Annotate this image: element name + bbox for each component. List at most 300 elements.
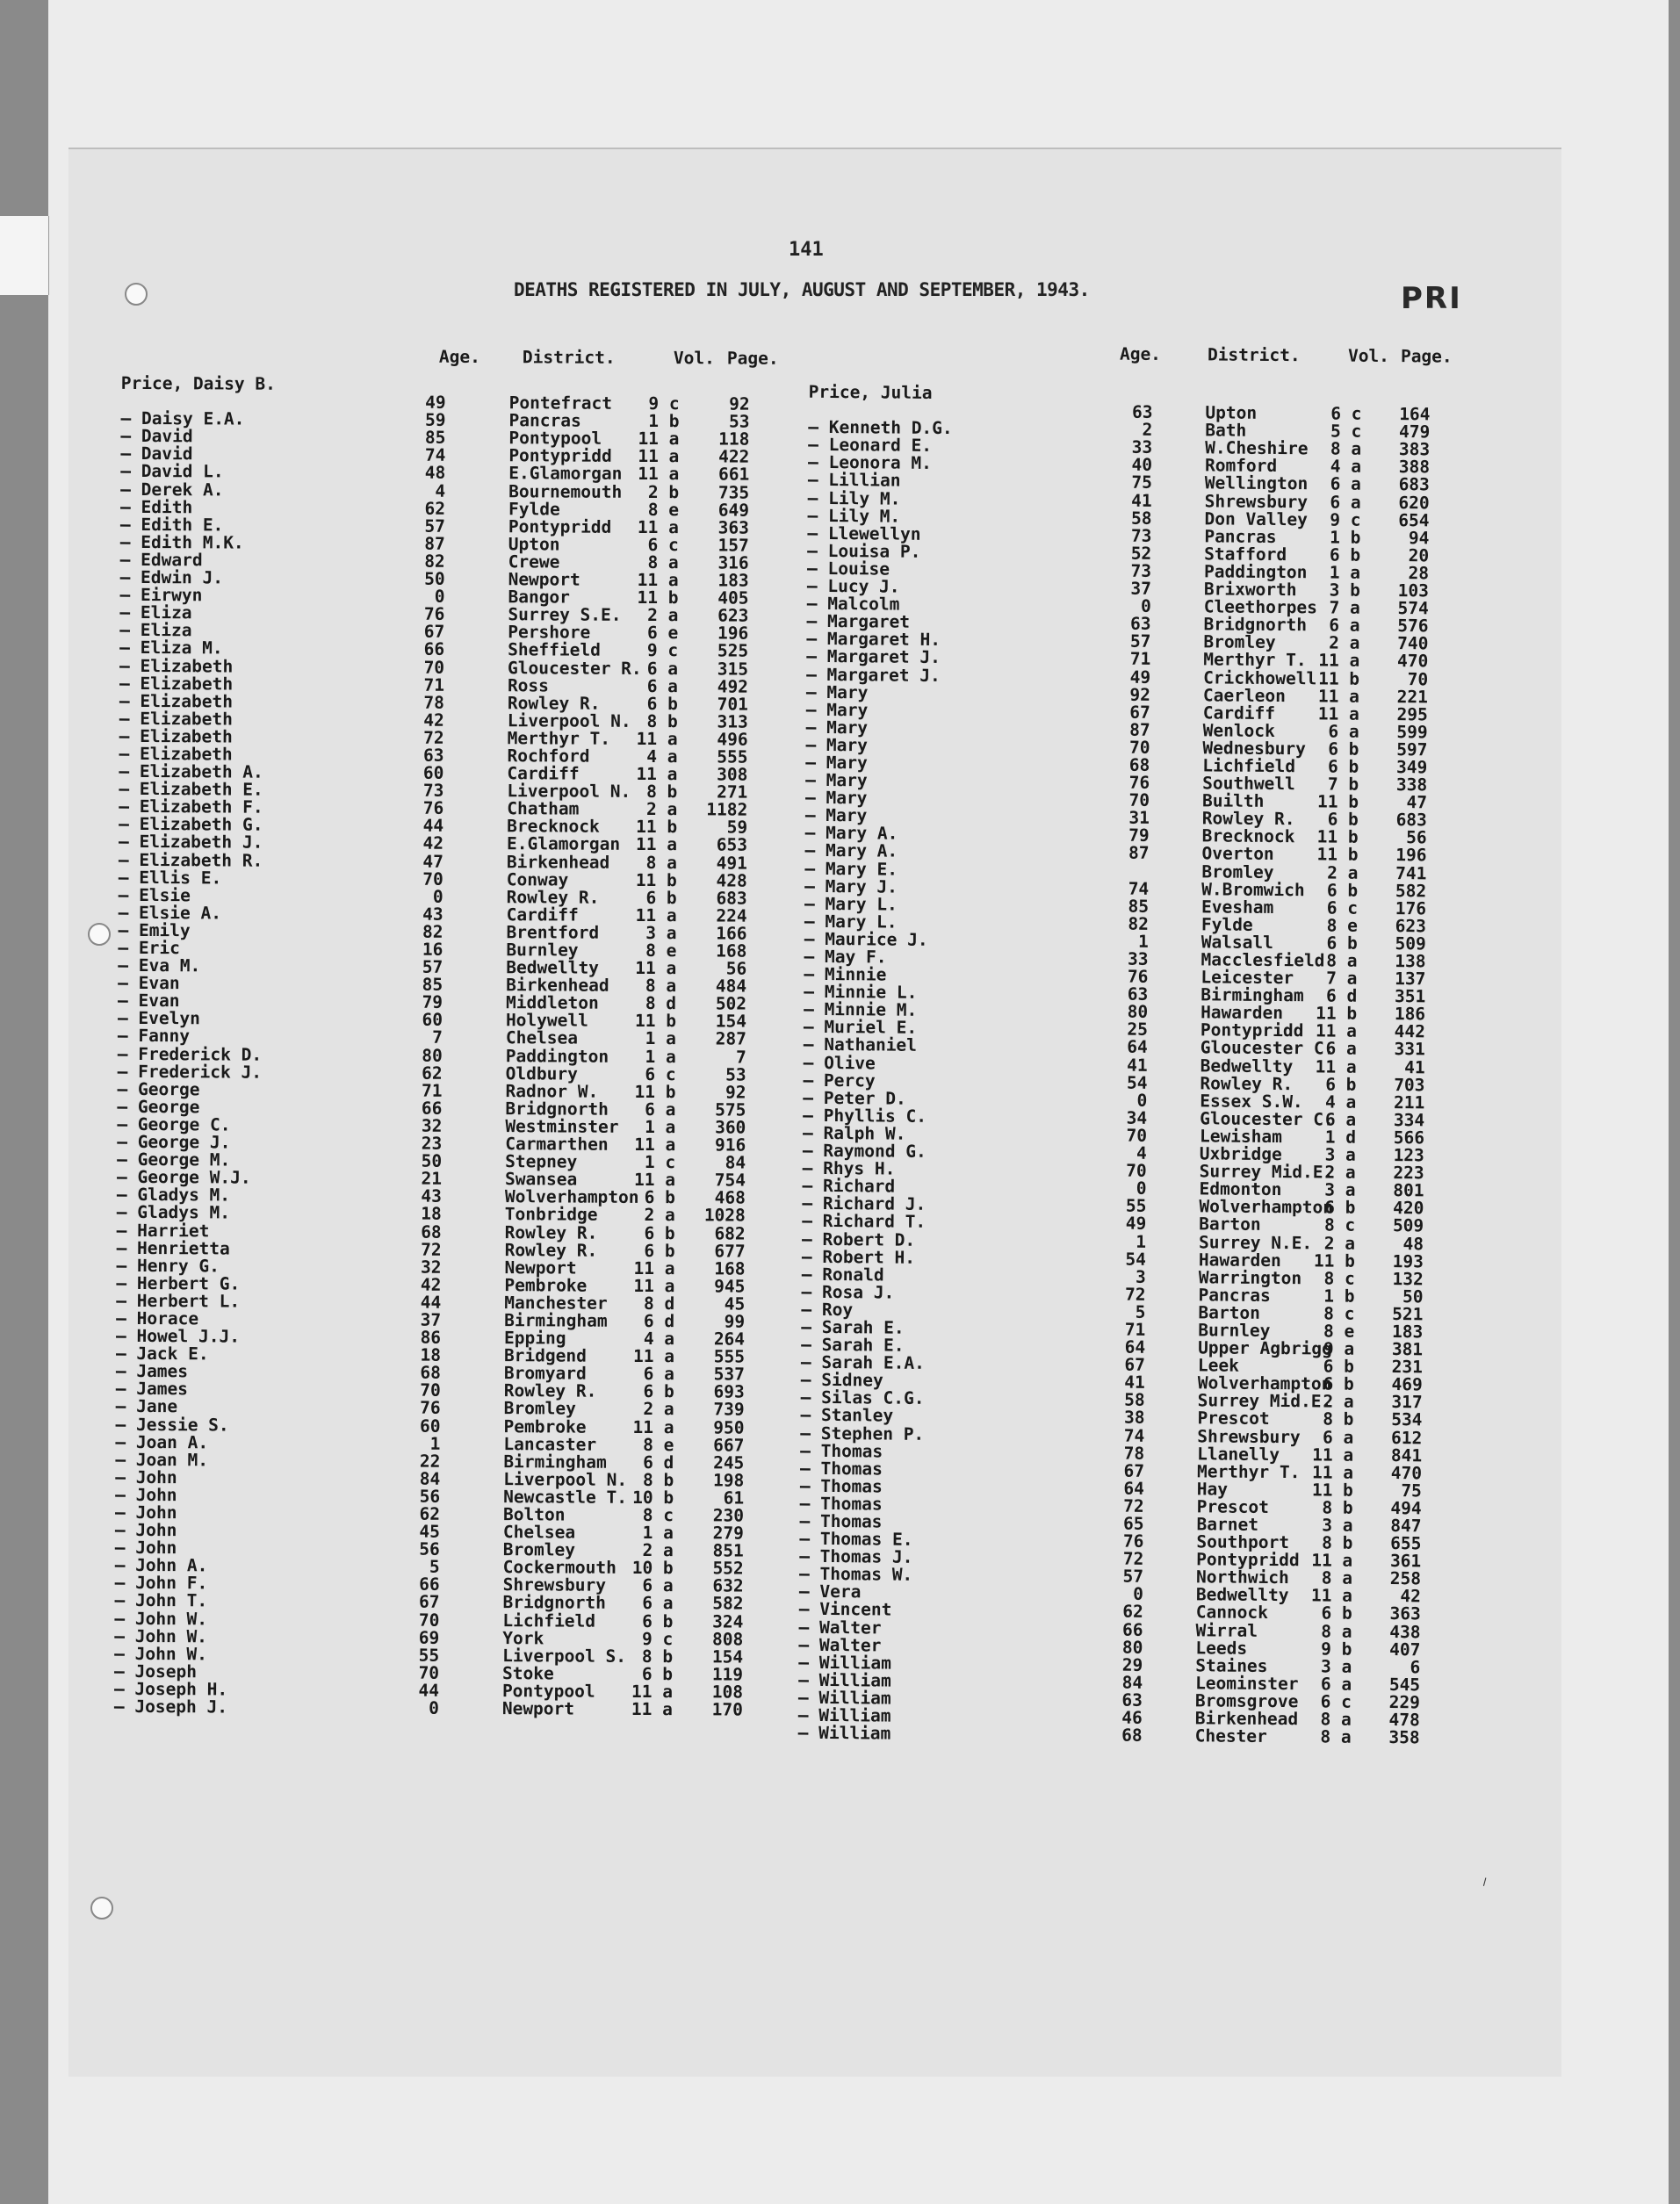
entry-age: 76 [420, 1398, 441, 1419]
header-vol: Vol. [673, 348, 715, 369]
entry-volume: 6 c [647, 534, 679, 556]
entry-page: 620 [1398, 492, 1430, 513]
entry-name: — Leonora M. [807, 452, 933, 474]
entry-volume: 6 c [645, 1063, 676, 1084]
header-page: Page. [1400, 346, 1453, 367]
entry-age: 64 [1127, 1037, 1148, 1058]
entry-name: — Derek A. [120, 479, 224, 501]
entry-volume: 11 b [1313, 1250, 1355, 1271]
entry-district: Builth [1201, 790, 1265, 812]
entry-name: — Horace [116, 1307, 199, 1329]
entry-age: 79 [422, 991, 443, 1013]
entry-page: 470 [1390, 1462, 1423, 1484]
entry-page: 632 [712, 1575, 744, 1596]
entry-name: — Margaret J. [806, 646, 941, 668]
entry-volume: 8 e [1323, 1321, 1355, 1342]
entry-volume: 8 a [1320, 1726, 1352, 1747]
entry-district: Cardiff [1202, 702, 1276, 724]
entry-volume: 9 b [1321, 1639, 1352, 1660]
entry-page: 525 [717, 640, 749, 662]
entry-page: 166 [716, 923, 747, 944]
entry-name: — Henrietta [116, 1237, 230, 1259]
entry-name: — Elizabeth [119, 673, 234, 695]
entry-district: Bedwellty [1195, 1584, 1289, 1606]
entry-volume: 8 c [642, 1505, 674, 1526]
entry-volume: 4 a [643, 1329, 675, 1350]
entry-age: 42 [420, 1274, 442, 1295]
entry-volume: 11 b [1316, 844, 1359, 866]
entry-name: — Mary E. [804, 858, 898, 880]
entry-district: Prescot [1196, 1496, 1269, 1517]
entry-district: Pontefract [508, 393, 613, 414]
entry-page: 649 [717, 500, 750, 521]
entry-district: Rowley R. [507, 692, 601, 714]
entry-district: Surrey Mid.E. [1197, 1390, 1332, 1412]
entry-age: 70 [1128, 789, 1150, 811]
entry-volume: 11 b [1316, 1003, 1358, 1025]
entry-name: — Joan A. [115, 1431, 209, 1453]
entry-page: 196 [717, 623, 749, 644]
entry-age: 62 [419, 1503, 441, 1524]
entry-district: Birkenhead [506, 975, 609, 996]
entry-page: 422 [718, 446, 750, 468]
entry-page: 484 [715, 976, 747, 997]
entry-name: — George C. [117, 1113, 231, 1135]
entry-name: — Jane [115, 1396, 178, 1417]
entry-volume: 6 b [644, 1222, 675, 1243]
entry-page: 420 [1393, 1198, 1424, 1219]
entry-district: Stepney [505, 1151, 578, 1172]
entries-column-right [797, 343, 1497, 1748]
entry-page: 693 [713, 1381, 745, 1402]
entry-name: — Mary A. [804, 823, 898, 844]
entry-age: 50 [424, 568, 445, 589]
entry-age: 52 [1130, 543, 1152, 564]
entry-page: 509 [1395, 933, 1426, 954]
entry-age: 3 [1135, 1266, 1146, 1287]
entry-age: 23 [421, 1133, 443, 1154]
entry-page: 53 [729, 411, 750, 432]
entry-volume: 6 b [1326, 880, 1359, 901]
entry-age: 66 [423, 639, 445, 660]
entry-page: 53 [725, 1064, 746, 1085]
entry-volume: 6 d [643, 1310, 675, 1332]
entry-page: 358 [1388, 1727, 1420, 1748]
entry-district: Liverpool N. [507, 709, 631, 731]
entry-name: — Elizabeth R. [118, 849, 263, 871]
entry-age: 43 [421, 1185, 442, 1207]
entry-volume: 6 b [644, 1240, 675, 1261]
entry-age: 25 [1127, 1019, 1149, 1041]
entry-district: Radnor W. [505, 1080, 599, 1102]
entry-name: — Thomas E. [799, 1528, 913, 1550]
entry-district: Southport [1196, 1531, 1290, 1553]
entry-page: 28 [1408, 563, 1430, 584]
entry-page: 683 [1395, 810, 1427, 831]
entry-volume: 2 a [644, 1205, 675, 1226]
entry-volume: 6 b [1326, 933, 1358, 954]
entry-page: 157 [717, 535, 749, 556]
entry-page: 537 [713, 1364, 745, 1385]
entry-name: Price, Julia [808, 381, 933, 403]
entry-age: 82 [424, 551, 445, 572]
entry-volume: 7 b [1327, 774, 1359, 795]
entry-age: 58 [1124, 1390, 1145, 1411]
entry-district: Shrewsbury [1197, 1425, 1301, 1447]
entry-volume: 11 a [633, 1275, 675, 1296]
entry-page: 683 [1398, 474, 1430, 495]
entry-district: Leeds [1195, 1637, 1248, 1659]
entry-name: — Rosa J. [801, 1281, 895, 1303]
entry-name: — Richard T. [802, 1211, 927, 1233]
entry-volume: 8 a [1326, 950, 1358, 971]
entry-age: 67 [423, 622, 445, 643]
entry-page: 555 [713, 1346, 746, 1367]
entry-district: Bromley [1203, 631, 1276, 653]
entry-age: 74 [1123, 1425, 1145, 1446]
entry-age: 76 [1122, 1531, 1144, 1552]
entry-age: 45 [419, 1521, 440, 1542]
entry-age: 42 [422, 833, 444, 854]
entry-age: 87 [424, 533, 445, 554]
entry-district: Fylde [1201, 914, 1253, 935]
entry-name: — Percy [803, 1070, 876, 1091]
entry-name: — Emily [118, 919, 191, 941]
entry-page: 623 [1395, 915, 1426, 937]
entry-age: 43 [422, 904, 443, 925]
entry-page: 478 [1388, 1710, 1420, 1731]
entry-district: Llanelly [1197, 1443, 1280, 1465]
header-page: Page. [726, 348, 779, 369]
entry-district: Bath [1205, 420, 1247, 441]
entry-name: — Thomas [799, 1510, 883, 1532]
entry-name: — David [120, 443, 193, 465]
entry-volume: 6 a [1323, 1426, 1354, 1448]
entry-page: 271 [717, 781, 748, 803]
entry-age: 32 [420, 1257, 442, 1278]
entry-age: 29 [1121, 1654, 1143, 1675]
entry-district: Surrey Mid.E. [1199, 1161, 1334, 1183]
entry-name: — John [114, 1502, 177, 1523]
entry-district: Walsall [1201, 932, 1274, 953]
entry-page: 168 [716, 940, 747, 962]
entry-page: 56 [725, 958, 747, 979]
entry-page: 502 [715, 993, 747, 1014]
entry-volume: 8 c [1323, 1214, 1356, 1236]
entry-page: 582 [1395, 880, 1427, 901]
entry-name: — Mary [805, 699, 869, 721]
entry-name: — Kenneth D.G. [808, 416, 953, 439]
entry-page: 334 [1393, 1109, 1425, 1131]
entry-volume: 3 a [1320, 1656, 1352, 1677]
entry-page: 740 [1397, 633, 1429, 654]
entry-name: — Muriel E. [803, 1017, 918, 1039]
entry-page: 741 [1395, 862, 1427, 883]
entry-volume: 6 b [1327, 809, 1359, 830]
entry-volume: 8 b [1322, 1532, 1353, 1553]
entry-age: 76 [1128, 772, 1150, 793]
entry-page: 183 [1391, 1322, 1424, 1343]
entry-page: 801 [1393, 1180, 1424, 1201]
entry-age: 66 [419, 1574, 440, 1595]
entry-page: 41 [1404, 1056, 1425, 1077]
entry-age: 63 [1127, 983, 1149, 1005]
entry-district: Barton [1199, 1214, 1261, 1235]
entry-volume: 6 b [1323, 1373, 1354, 1394]
entry-page: 338 [1395, 774, 1428, 796]
entry-page: 597 [1396, 738, 1428, 760]
entry-page: 317 [1391, 1392, 1423, 1413]
entry-volume: 11 a [637, 569, 679, 591]
entry-name: — Louise [806, 558, 890, 580]
entry-volume: 6 b [1328, 756, 1359, 777]
entry-name: — Malcolm [806, 593, 900, 615]
entry-district: Bridgnorth [1203, 614, 1308, 636]
entry-name: — Vera [798, 1581, 862, 1603]
entry-volume: 8 a [1330, 438, 1362, 460]
entry-name: — Minnie L. [804, 981, 918, 1003]
entry-page: 7 [735, 1047, 746, 1068]
entry-age: 92 [1129, 684, 1151, 705]
entry-page: 349 [1395, 757, 1428, 778]
entry-district: Oldbury [505, 1062, 578, 1084]
entry-age: 57 [1122, 1566, 1144, 1588]
entry-name: — William [797, 1704, 891, 1726]
entry-age: 80 [422, 1045, 443, 1066]
entry-age: 67 [418, 1592, 440, 1613]
entry-name: — Mary [805, 681, 869, 702]
entry-name: — Fanny [117, 1026, 191, 1047]
entry-name: — John [115, 1484, 177, 1506]
entry-district: Gloucester C. [1200, 1108, 1334, 1130]
entry-age: 56 [419, 1538, 440, 1559]
entry-page: 324 [712, 1610, 744, 1632]
entry-page: 1182 [706, 799, 748, 820]
entries-column-left [113, 345, 808, 1720]
entry-volume: 11 a [1317, 703, 1359, 724]
entry-page: 56 [1406, 827, 1427, 848]
entry-district: Bromsgrove [1194, 1690, 1299, 1712]
entry-district: Wellington [1204, 472, 1309, 494]
entry-page: 407 [1389, 1639, 1421, 1660]
entry-name: — Mary [805, 752, 868, 774]
entry-name: — John [115, 1466, 177, 1488]
entry-district: Pontypridd [1200, 1019, 1304, 1041]
entry-volume: 7 a [1329, 597, 1360, 618]
entry-volume: 10 b [631, 1558, 674, 1579]
entry-district: Brentford [506, 922, 600, 943]
entry-volume: 11 a [1310, 1585, 1352, 1607]
entry-district: Merthyr T. [507, 728, 611, 749]
entry-volume: 1 a [645, 1046, 676, 1067]
entry-age: 38 [1123, 1408, 1145, 1429]
entry-age: 71 [1129, 649, 1151, 670]
entry-name: — Olive [803, 1052, 876, 1073]
entry-age: 0 [434, 586, 445, 607]
entry-volume: 6 b [1329, 544, 1361, 565]
entry-district: Surrey S.E. [508, 604, 622, 626]
entry-page: 381 [1391, 1339, 1424, 1360]
entry-age: 76 [1127, 966, 1149, 987]
entry-age: 72 [423, 727, 444, 748]
entry-district: Surrey N.E. [1198, 1231, 1313, 1253]
entry-page: 575 [715, 1099, 746, 1120]
entry-page: 118 [718, 429, 750, 450]
entry-volume: 6 b [644, 1187, 675, 1208]
entry-name: — Elizabeth [119, 743, 233, 765]
entry-page: 661 [717, 464, 750, 486]
entry-name: — Henry G. [116, 1255, 220, 1277]
entry-volume: 11 a [636, 728, 678, 750]
entry-district: Brixworth [1203, 579, 1297, 601]
entry-volume: 11 a [632, 1416, 674, 1437]
entry-name: — Phyllis C. [803, 1105, 927, 1127]
entry-page: 545 [1388, 1674, 1421, 1696]
entry-name: — Thomas [799, 1458, 883, 1480]
entry-age: 80 [1127, 1001, 1149, 1023]
entry-page: 316 [717, 552, 749, 573]
entry-district: Pershore [508, 622, 591, 643]
entry-name: — Maurice J. [804, 928, 928, 950]
entry-volume: 3 a [1324, 1179, 1356, 1200]
entry-name: — May F. [804, 946, 887, 968]
entry-name: — Thomas [799, 1475, 883, 1497]
entry-age: 67 [1123, 1460, 1145, 1481]
entry-volume: 11 b [1316, 826, 1359, 848]
entry-name: — Edwin J. [119, 566, 224, 588]
page-number: 141 [789, 239, 824, 261]
entry-page: 574 [1397, 598, 1429, 619]
entry-page: 119 [711, 1664, 744, 1685]
entry-age: 71 [1124, 1319, 1146, 1340]
entry-page: 168 [714, 1258, 746, 1279]
entry-page: 552 [712, 1558, 744, 1579]
entry-volume: 2 a [643, 1399, 674, 1420]
entry-age: 40 [1131, 455, 1153, 476]
entry-page: 164 [1399, 404, 1431, 425]
entry-name: — Edith [119, 496, 193, 517]
entry-name: — Margaret H. [806, 629, 941, 651]
entry-page: 566 [1393, 1127, 1425, 1149]
entry-name: — Lillian [807, 470, 901, 492]
entry-age: 68 [420, 1362, 441, 1384]
entry-volume: 6 c [1320, 1691, 1352, 1712]
entry-age: 56 [419, 1486, 441, 1507]
entry-volume: 8 c [1323, 1303, 1355, 1324]
entry-district: Carmarthen [505, 1134, 609, 1155]
entry-age: 57 [1129, 631, 1151, 652]
entry-page: 950 [713, 1416, 745, 1438]
entry-district: Bedwellty [506, 957, 600, 978]
entry-district: Birmingham [504, 1310, 608, 1331]
entry-age: 70 [1126, 1125, 1148, 1146]
entry-page: 230 [712, 1505, 745, 1526]
stray-pen-mark: ⸝ [1473, 1867, 1492, 1890]
entry-age: 16 [422, 939, 443, 960]
entry-district: Macclesfield [1201, 949, 1325, 971]
entry-volume: 11 b [1311, 1480, 1353, 1501]
entry-name: — Elizabeth J. [118, 832, 263, 854]
entry-district: Paddington [505, 1045, 609, 1067]
entry-volume: 9 c [648, 393, 680, 414]
entry-volume: 6 b [1324, 1197, 1356, 1219]
entry-volume: 8 e [645, 940, 677, 962]
entry-page: 221 [1396, 686, 1429, 707]
entry-page: 224 [716, 905, 747, 926]
entry-page: 245 [713, 1452, 745, 1473]
entry-page: 555 [717, 746, 748, 767]
entry-age: 44 [418, 1680, 440, 1701]
entry-age: 32 [421, 1115, 443, 1136]
entry-age: 87 [1128, 843, 1150, 864]
entry-district: Crickhowell [1203, 666, 1317, 688]
entry-name: — Elizabeth [119, 690, 234, 712]
entry-page: 264 [713, 1329, 746, 1350]
entry-age: 71 [423, 674, 445, 695]
entry-age: 55 [1125, 1195, 1147, 1217]
entry-name: — Edward [119, 549, 203, 571]
entry-name: — Thomas [799, 1493, 883, 1515]
entry-age: 33 [1128, 948, 1149, 969]
entry-age: 22 [419, 1451, 441, 1472]
entry-name: — Howel J.J. [116, 1325, 241, 1347]
entry-volume: 8 a [1321, 1621, 1352, 1642]
entry-district: Pontypridd [1196, 1549, 1300, 1571]
entry-age: 44 [420, 1292, 442, 1313]
entry-page: 470 [1396, 651, 1429, 672]
entry-district: Newport [508, 569, 580, 590]
column-headers [141, 345, 808, 375]
entry-age: 68 [1128, 754, 1150, 775]
entry-name: — George [117, 1078, 200, 1100]
entry-district: Bromley [503, 1398, 576, 1420]
entry-volume: 11 a [635, 904, 677, 926]
entry-age: 70 [423, 657, 445, 678]
entry-age: 42 [423, 709, 444, 731]
entry-volume: 3 a [1324, 1144, 1356, 1165]
entry-district: Hawarden [1201, 1002, 1284, 1024]
entry-page: 363 [1389, 1603, 1421, 1624]
entry-district: Barton [1198, 1302, 1260, 1323]
entry-name: — Eva M. [118, 954, 201, 976]
entry-age: 63 [1121, 1689, 1143, 1711]
entry-age: 70 [1128, 737, 1150, 758]
entry-page: 295 [1396, 703, 1428, 725]
entry-name: — Louisa P. [807, 540, 921, 562]
entry-name: — Mary [805, 717, 869, 738]
entry-age: 72 [1125, 1284, 1146, 1305]
entry-page: 108 [711, 1682, 744, 1703]
entry-district: Chester [1194, 1725, 1267, 1747]
entry-volume: 8 b [642, 1469, 674, 1491]
entry-volume: 8 a [1321, 1567, 1353, 1588]
entry-name: — George M. [117, 1149, 231, 1170]
entry-volume: 2 a [642, 1540, 674, 1561]
entry-page: 599 [1396, 721, 1428, 743]
entry-age: 18 [420, 1344, 442, 1365]
entry-volume: 8 d [645, 993, 677, 1014]
entry-district: Caerleon [1202, 684, 1286, 706]
entry-district: Leominster [1195, 1673, 1299, 1695]
entry-district: Bridgnorth [505, 1098, 609, 1120]
entry-age: 68 [421, 1221, 442, 1242]
entry-age: 65 [1122, 1513, 1144, 1534]
entry-name: — Edith M.K. [119, 531, 244, 553]
entry-page: 229 [1388, 1691, 1421, 1713]
entry-page: 655 [1390, 1533, 1422, 1554]
entry-district: Westminster [505, 1116, 619, 1137]
entry-district: Upton [1205, 402, 1258, 423]
